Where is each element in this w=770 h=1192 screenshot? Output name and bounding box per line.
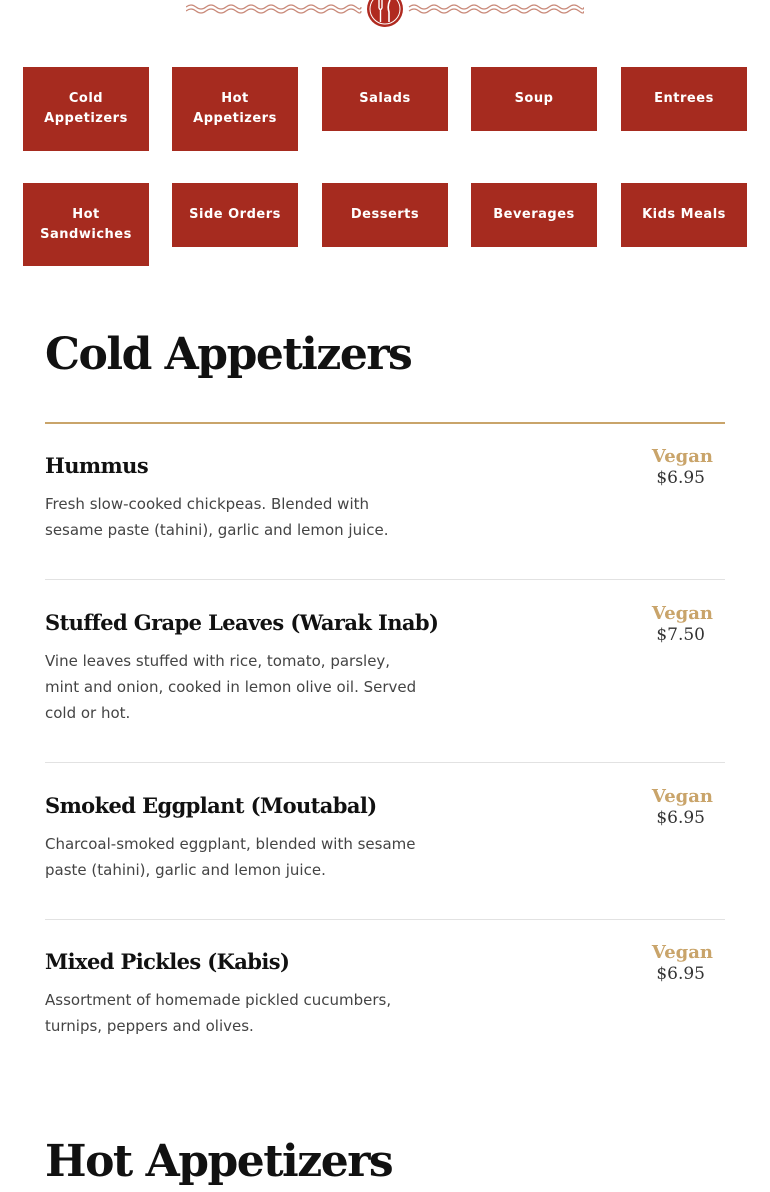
- fork-knife-icon: [367, 0, 403, 27]
- item-name: Smoked Eggplant (Moutabal): [45, 793, 377, 818]
- category-button-entrees[interactable]: Entrees: [621, 67, 747, 131]
- category-button-kids-meals[interactable]: Kids Meals: [621, 183, 747, 247]
- vegan-tag: Vegan: [651, 603, 713, 624]
- category-button-side-orders[interactable]: Side Orders: [172, 183, 298, 247]
- item-price: $6.95: [656, 468, 705, 488]
- category-button-hot-sandwiches[interactable]: Hot Sandwiches: [23, 183, 149, 266]
- wavy-divider-with-logo: [186, 0, 584, 30]
- vegan-tag: Vegan: [651, 786, 713, 807]
- item-divider: [45, 762, 725, 763]
- next-section-title: Hot Appetizers: [45, 1136, 393, 1187]
- item-divider: [45, 919, 725, 920]
- vegan-tag: Vegan: [651, 942, 713, 963]
- item-name: Stuffed Grape Leaves (Warak Inab): [45, 610, 439, 635]
- item-price: $6.95: [656, 964, 705, 984]
- item-description: Assortment of homemade pickled cucumbers, turnips, peppers and olives.: [45, 991, 392, 1035]
- category-button-salads[interactable]: Salads: [322, 67, 448, 131]
- category-button-cold-appetizers[interactable]: Cold Appetizers: [23, 67, 149, 151]
- item-description: Vine leaves stuffed with rice, tomato, parsley, mint and onion, cooked in lemon olive oil. Served cold or hot.: [45, 652, 417, 722]
- item-name: Mixed Pickles (Kabis): [45, 949, 290, 974]
- category-button-desserts[interactable]: Desserts: [322, 183, 448, 247]
- vegan-tag: Vegan: [651, 446, 713, 467]
- section-title: Cold Appetizers: [45, 329, 412, 380]
- item-price: $7.50: [656, 625, 705, 645]
- item-name: Hummus: [45, 453, 149, 478]
- item-divider: [45, 579, 725, 580]
- category-button-soup[interactable]: Soup: [471, 67, 597, 131]
- category-button-hot-appetizers[interactable]: Hot Appetizers: [172, 67, 298, 151]
- item-description: Charcoal-smoked eggplant, blended with sesame paste (tahini), garlic and lemon juice.: [45, 835, 416, 879]
- category-button-beverages[interactable]: Beverages: [471, 183, 597, 247]
- item-description: Fresh slow-cooked chickpeas. Blended with sesame paste (tahini), garlic and lemon juice.: [45, 495, 389, 539]
- section-divider: [45, 422, 725, 424]
- item-price: $6.95: [656, 808, 705, 828]
